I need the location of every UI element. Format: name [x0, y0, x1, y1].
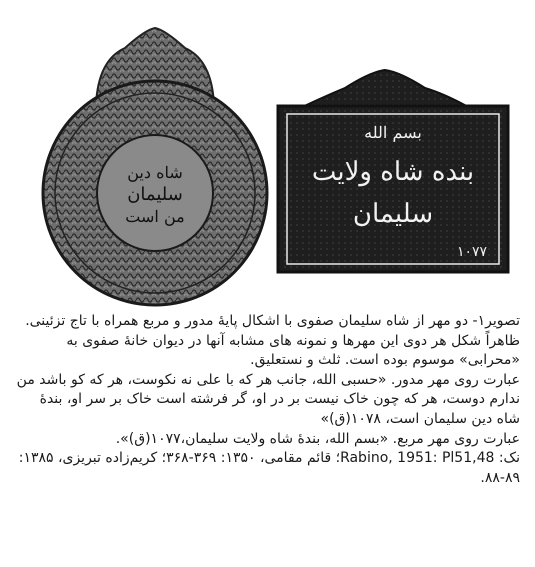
references-persian-citations: ؛ قائم مقامی، ۱۳۵۰: ۳۶۹-۳۶۸؛ کریم‌زاده تبریزی، ۱۳۸۵: ۸۹-۸۸.: [18, 450, 520, 486]
square-seal-year: ۱۰۷۷: [456, 244, 488, 260]
round-seal: [43, 28, 267, 305]
references-latin-citation: Rabino, 1951: Pl51,48: [340, 450, 495, 467]
square-seal-inscription-line: ﺑﺴﻢ ﺍﻟﻠﻪ: [364, 123, 422, 142]
caption-round-seal-text: عبارت روی مهر مدور. «حسبی الله، جانب هر که با علی نه نکوست، هر که کو باشد من ندارم دوست، هر که چون خاک نیست بر در او، گر فرشته است خاک بر سر او، بندهٔ شاه دین سلیمان است، ۱۰۷۸(ق)»: [16, 371, 520, 427]
references-prefix: نک:: [498, 450, 520, 467]
square-seal-inscription-line: ﺑﻨﺪﻩ ﺷﺎﻩ ﻭﻻﻳﺖ: [311, 157, 475, 187]
round-seal-inscription-line: ﺳﻠﻴﻤﺎﻥ: [127, 184, 183, 205]
caption-square-seal-text: عبارت روی مهر مربع. «بسم الله، بندهٔ شاه ولایت سلیمان،۱۰۷۷(ق)».: [115, 430, 520, 447]
round-seal-inscription-line: ﺷﺎﻩ ﺩﻳﻦ: [127, 163, 183, 182]
square-seal: [278, 70, 508, 272]
caption-description: تصویر۱- دو مهر از شاه سلیمان صفوی با اشکال پایهٔ مدور و مربع همراه با تاج تزئینی. ظاهراً شکل هر دوی این مهرها و نمونه های مشابه آنها در دیوان خانهٔ صفوی به «محرابی» موسوم بوده است. ثلث و نستعلیق.: [25, 313, 520, 369]
square-seal-crown: [300, 70, 470, 108]
caption-references: [12, 449, 520, 488]
figure-caption: [12, 312, 520, 562]
round-seal-inscription-line: ﻣﻦ ﺍﺳﺖ: [125, 207, 185, 226]
square-seal-inscription-line: ﺳﻠﻴﻤﺎﻥ: [352, 199, 434, 229]
